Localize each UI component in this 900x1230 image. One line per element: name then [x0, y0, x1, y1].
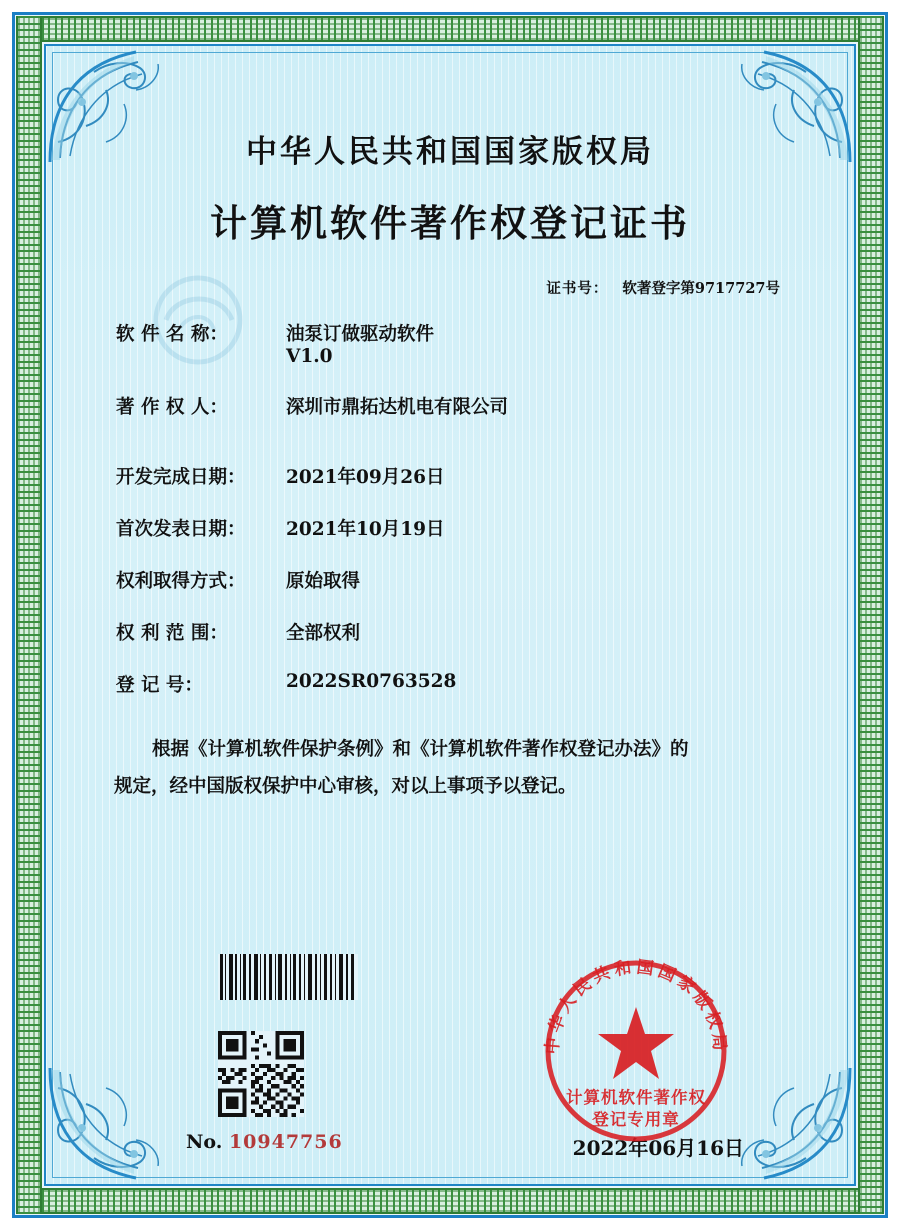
meander-border-left	[16, 16, 42, 1214]
field-value: 全部权利	[286, 623, 361, 644]
spacer	[116, 423, 790, 463]
field-copyright-owner	[116, 393, 790, 419]
certificate-number-value: 软著登字第9717727号	[622, 280, 780, 297]
field-label: 首次发表日期：	[116, 519, 246, 540]
field-label: 开发完成日期：	[116, 467, 246, 488]
page-title: 计算机软件著作权登记证书	[210, 201, 690, 245]
certificate-card	[44, 44, 856, 1186]
spacer	[116, 371, 790, 393]
meander-border-top	[16, 16, 884, 42]
field-first-publication-date	[116, 515, 790, 541]
issue-date: 2022年06月16日	[572, 1136, 744, 1160]
statement-paragraph	[110, 731, 790, 805]
field-label: 著 作 权 人：	[116, 397, 228, 418]
fields-list	[110, 320, 790, 697]
field-development-date	[116, 463, 790, 489]
field-value: 2021年10月19日	[286, 519, 445, 540]
field-value: 2022SR0763528	[286, 671, 457, 692]
serial-number	[186, 1131, 343, 1153]
field-value: 2021年09月26日	[286, 467, 445, 488]
field-rights-acquisition	[116, 567, 790, 593]
statement-line-1: 根据《计算机软件保护条例》和《计算机软件著作权登记办法》的	[152, 739, 689, 760]
serial-prefix: No.	[186, 1131, 223, 1153]
certificate-number	[110, 277, 790, 298]
statement-line-2: 规定，经中国版权保护中心审核，对以上事项予以登记。	[114, 776, 577, 797]
meander-border-bottom	[16, 1188, 884, 1214]
field-label: 软 件 名 称：	[116, 324, 228, 345]
official-seal	[536, 951, 736, 1151]
field-label: 权 利 范 围：	[116, 623, 228, 644]
field-label: 权利取得方式：	[116, 571, 246, 592]
field-value-group	[286, 320, 434, 367]
field-rights-scope	[116, 619, 790, 645]
meander-border-right	[858, 16, 884, 1214]
field-label: 登 记 号：	[116, 675, 203, 696]
serial-value: 10947756	[228, 1131, 343, 1153]
issuer-title: 中华人民共和国国家版权局	[246, 134, 654, 170]
svg-text:中华人民共和国国家版权局: 中华人民共和国国家版权局	[542, 957, 730, 1056]
field-software-name	[116, 320, 790, 367]
qr-code	[218, 1031, 304, 1117]
field-value: 原始取得	[286, 571, 361, 592]
barcode	[218, 954, 358, 1000]
field-value-version: V1.0	[286, 346, 333, 367]
field-registration-number	[116, 671, 790, 697]
svg-text:登记专用章: 登记专用章	[592, 1110, 680, 1129]
field-value: 油泵订做驱动软件	[286, 324, 435, 345]
certificate-number-label: 证书号：	[546, 280, 609, 297]
svg-text:计算机软件著作权: 计算机软件著作权	[566, 1088, 706, 1107]
field-value: 深圳市鼎拓达机电有限公司	[286, 397, 509, 418]
